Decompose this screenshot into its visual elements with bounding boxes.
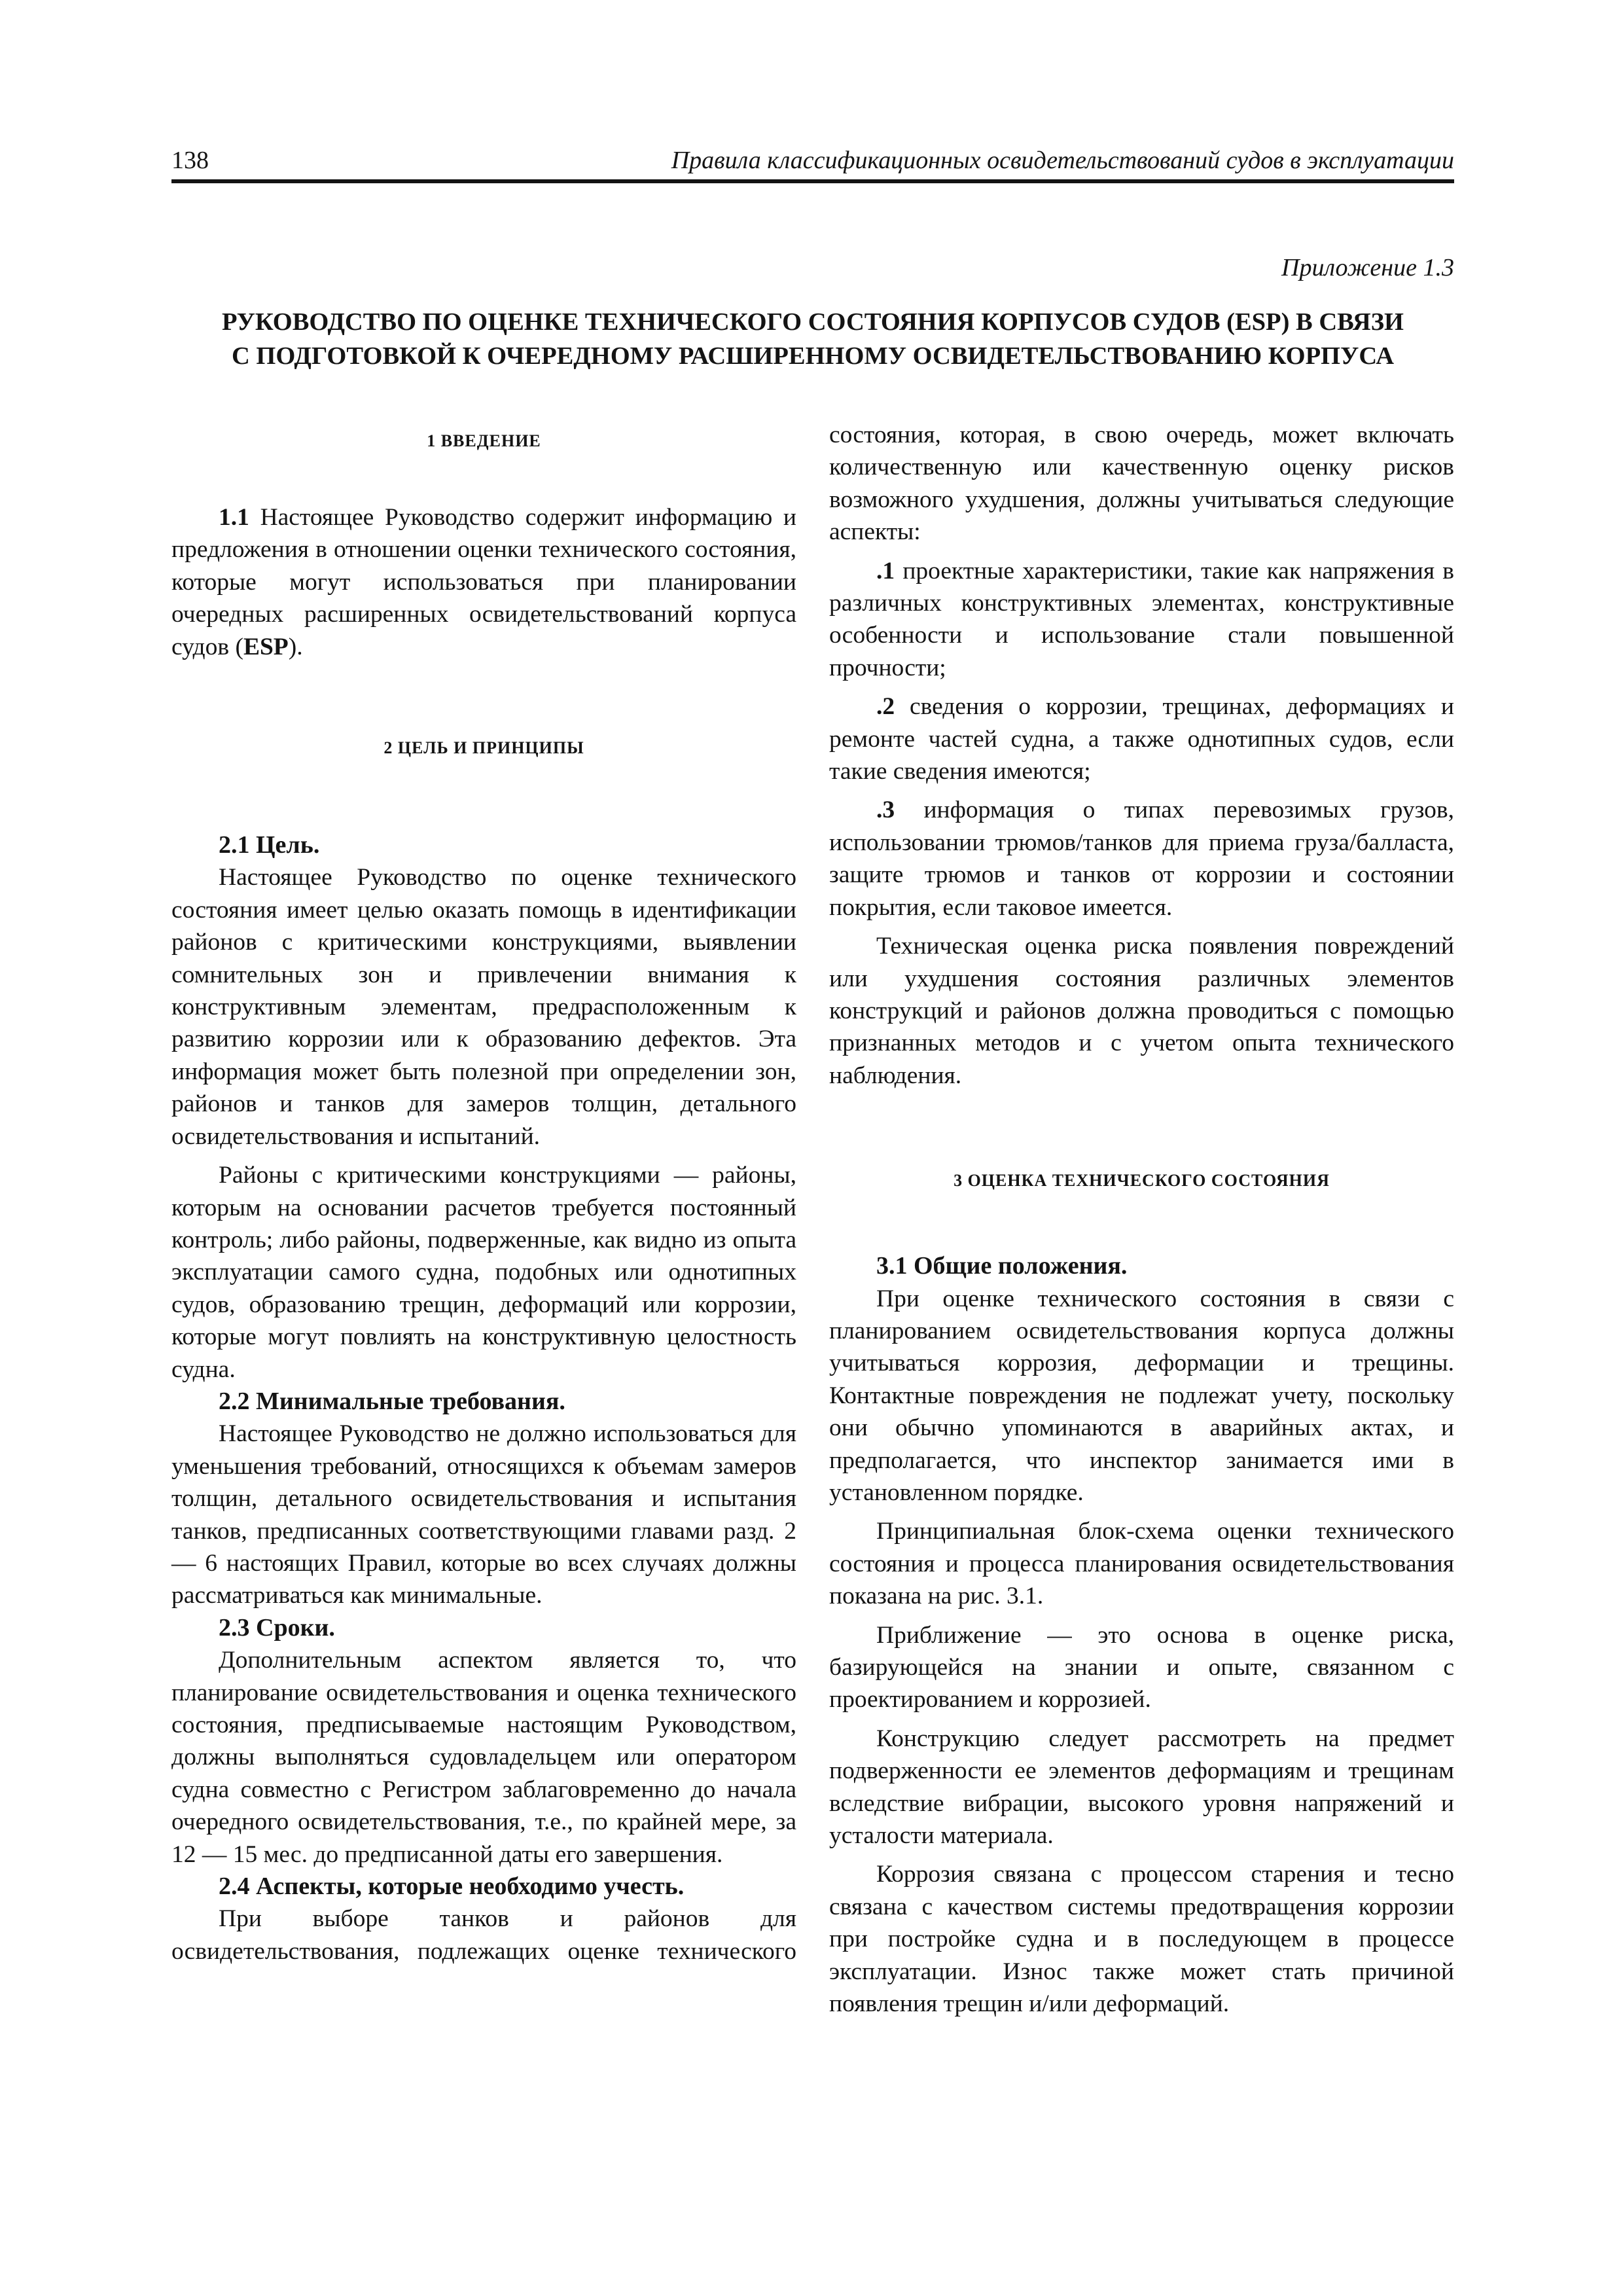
esp-abbreviation: ESP [243,633,289,660]
appendix-label: Приложение 1.3 [1281,254,1454,281]
page-number: 138 [171,147,209,174]
title-line: С ПОДГОТОВКОЙ К ОЧЕРЕДНОМУ РАСШИРЕННОМУ ОСВИДЕТЕЛЬСТВОВАНИЮ КОРПУСА [231,342,1395,370]
paragraph-1-1: 1.1 Настоящее Руководство содержит информацию и предложения в отношении оценки технического состояния, которые могут использоваться при планировании очередных расширенных освидетельствований корпуса судов (ESP). [171,504,796,660]
subheading-3-1: 3.1 Общие положения. [876,1252,1128,1280]
paragraph: Принципиальная блок-схема оценки технического состояния и процесса планирования освидетельствования показана на рис. 3.1. [829,1518,1454,1610]
subheading-2-1: 2.1 Цель. [219,831,320,859]
title-line: РУКОВОДСТВО ПО ОЦЕНКЕ ТЕХНИЧЕСКОГО СОСТОЯНИЯ КОРПУСОВ СУДОВ (ESP) В СВЯЗИ [222,308,1404,336]
paragraph: Конструкцию следует рассмотреть на предмет подверженности ее элементов деформациям и трещинам вследствие вибрации, высокого уровня напряжений и усталости материала. [829,1725,1454,1850]
running-title: Правила классификационных освидетельствований судов в эксплуатации [671,147,1454,174]
paragraph: При оценке технического состояния в связи с планированием освидетельствования корпуса должны учитываться коррозия, деформации и трещины. Контактные повреждения не подлежат учету, поскольку они обычно упоминаются в аварийных актах, и предполагается, что инспектор занимается ими в установленном порядке. [829,1285,1454,1506]
document-title [171,305,1454,373]
list-item: .3 информация о типах перевозимых грузов, использовании трюмов/танков для приема груза/балласта, защите трюмов и танков от коррозии и состоянии покрытия, если таковое имеется. [829,797,1454,921]
running-header [171,145,1454,183]
section-heading-3: 3 ОЦЕНКА ТЕХНИЧЕСКОГО СОСТОЯНИЯ [954,1171,1330,1191]
subheading-2-3: 2.3 Сроки. [219,1613,335,1641]
paragraph: Настоящее Руководство не должно использоваться для уменьшения требований, относящихся к объемам замеров толщин, детального освидетельствования и испытания танков, предписанных соответствующими главами разд. 2 — 6 настоящих Правил, которые во всех случаях должны рассматриваться как минимальные. [171,1420,796,1609]
subheading-2-4: 2.4 Аспекты, которые необходимо учесть. [219,1873,685,1901]
paragraph: Приближение — это основа в оценке риска, базирующейся на знании и опыте, связанном с проектированием и коррозией. [829,1621,1454,1713]
paragraph-number: 1.1 [219,504,249,531]
paragraph: Коррозия связана с процессом старения и тесно связана с качеством системы предотвращения коррозии при постройке судна и в последующем в процессе эксплуатации. Износ также может стать причиной появления трещин и/или деформаций. [829,1861,1454,2018]
subheading-2-2: 2.2 Минимальные требования. [219,1387,565,1415]
paragraph: Техническая оценка риска появления повреждений или ухудшения состояния различных элементов конструкций и районов должна проводиться с помощью признанных методов и с учетом опыта технического наблюдения. [829,933,1454,1089]
list-item: .1 проектные характеристики, такие как напряжения в различных конструктивных элементах, конструктивные особенности и использование стали повышенной прочности; [829,557,1454,681]
paragraph-continued: состояния, которая, в свою очередь, может включать количественную или качественную оценку рисков возможного ухудшения, должны учитываться следующие аспекты: [829,422,1454,546]
section-heading-1: 1 ВВЕДЕНИЕ [427,431,541,450]
right-column [829,419,1454,2020]
paragraph: Дополнительным аспектом является то, что планирование освидетельствования и оценка технического состояния, предписываемые настоящим Руководством, должны выполняться судовладельцем или оператором судна совместно с Регистром заблаговременно до начала очередного освидетельствования, т.е., по крайней мере, за 12 — 15 мес. до предписанной даты его завершения. [171,1647,796,1868]
section-heading-2: 2 ЦЕЛЬ И ПРИНЦИПЫ [383,738,584,758]
paragraph: При выборе танков и районов для освидетельствования, подлежащих оценке технического [171,1905,796,1965]
list-item: .2 сведения о коррозии, трещинах, деформациях и ремонте частей судна, а также однотипных судов, если такие сведения имеются; [829,693,1454,785]
left-column [171,419,796,1967]
paragraph: Настоящее Руководство по оценке технического состояния имеет целью оказать помощь в идентификации районов с критическими конструкциями, выявлении сомнительных зон и привлечении внимания к конструктивным элементам, предрасположенным к развитию коррозии или к образованию дефектов. Эта информация может быть полезной при определении зон, районов и танков для замеров толщин, детального освидетельствования и испытаний. [171,864,796,1150]
paragraph: Районы с критическими конструкциями — районы, которым на основании расчетов требуется постоянный контроль; либо районы, подверженные, как видно из опыта эксплуатации самого судна, подобных или однотипных судов, образованию трещин, деформаций или коррозии, которые могут повлиять на конструктивную целостность судна. [171,1162,796,1383]
